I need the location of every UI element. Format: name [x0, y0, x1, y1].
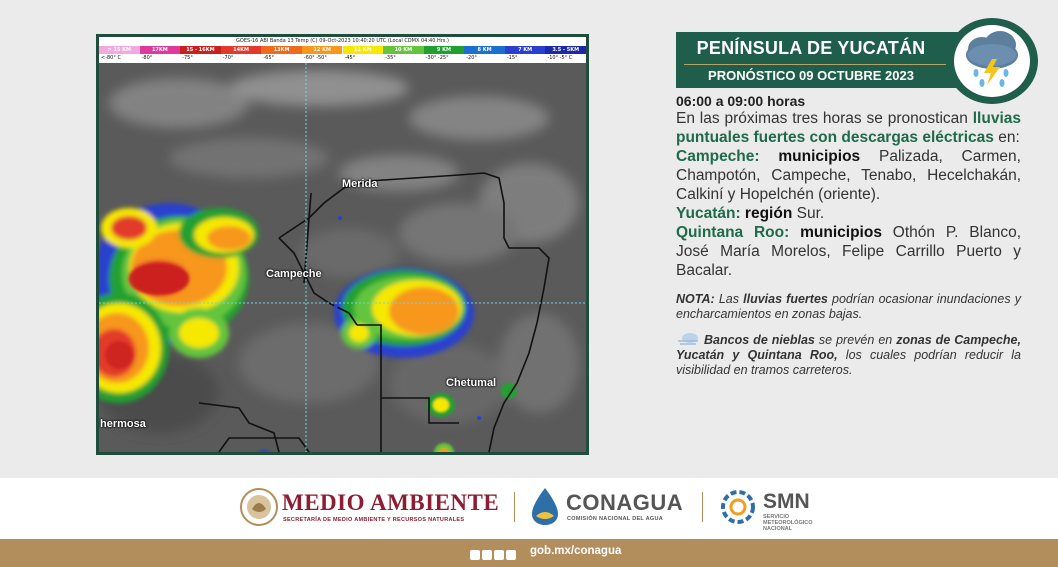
phenomenon-text: lluvias puntuales fuertes con descargas eléctricas — [676, 110, 1021, 146]
colorbar-temp: <-80° C — [101, 55, 121, 61]
colorbar-segment: 7 KM — [505, 46, 546, 54]
website-link[interactable]: gob.mx/conagua — [530, 545, 622, 557]
city-label-campeche: Campeche — [266, 268, 322, 280]
colorbar-segment: 3.5 - 5KM — [545, 46, 586, 54]
colorbar-segment: 17KM — [140, 46, 181, 54]
footer-bar — [0, 539, 1058, 567]
forecast-time: 06:00 a 09:00 horas — [676, 93, 806, 109]
title-divider — [684, 64, 946, 65]
campeche-forecast: Campeche: municipios Palizada, Carmen, Champotón, Campeche, Tenabo, Hecelchakán, Calkiní y Hopelchén (oriente). — [676, 148, 1021, 203]
quintana-roo-forecast: Quintana Roo: municipios Othón P. Blanco, José María Morelos, Felipe Carrillo Puerto y Bacalar. — [676, 224, 1021, 279]
colorbar-segment: 12 KM — [302, 46, 343, 54]
colorbar-segment: 14KM — [221, 46, 262, 54]
colorbar-temp: -10° -5° C — [547, 55, 573, 61]
note-text: NOTA: Las lluvias fuertes podrían ocasionar inundaciones y encharcamientos en zonas bajas. — [676, 292, 1021, 321]
colorbar-segment: 10 KM — [383, 46, 424, 54]
satellite-image-frame — [96, 34, 589, 455]
forecast-date: PRONÓSTICO 09 OCTUBRE 2023 — [708, 68, 914, 83]
colorbar-segment: 15 - 16KM — [180, 46, 221, 54]
colorbar-segment: > 15 KM — [99, 46, 140, 54]
medio-ambiente-logo: MEDIO AMBIENTE — [282, 490, 500, 515]
colorbar-temp: -30° -25° — [425, 55, 449, 61]
medio-ambiente-subtitle: SECRETARÍA DE MEDIO AMBIENTE Y RECURSOS NATURALES — [283, 517, 465, 523]
colorbar-segment: 9 KM — [424, 46, 465, 54]
conagua-logo: CONAGUA — [566, 490, 684, 515]
social-icons — [470, 546, 518, 560]
colorbar-temp: -45° — [344, 55, 356, 61]
forecast-intro: En las próximas tres horas se pronostican lluvias puntuales fuertes con descargas eléctricas en: — [676, 110, 1021, 146]
youtube-icon[interactable] — [494, 550, 504, 560]
colorbar-segment: 13KM — [261, 46, 302, 54]
colorbar-segment: 8 KM — [464, 46, 505, 54]
instagram-icon[interactable] — [506, 550, 516, 560]
temperature-colorbar — [99, 37, 586, 63]
colorbar-temp: -20° — [466, 55, 477, 61]
colorbar-temp: -65° — [263, 55, 274, 61]
fog-icon — [676, 332, 700, 346]
forecast-panel — [676, 92, 1021, 378]
city-label-hermosa: hermosa — [100, 418, 146, 430]
conagua-drop-icon — [528, 486, 562, 526]
yucatan-forecast: Yucatán: región Sur. — [676, 205, 825, 222]
facebook-icon[interactable] — [470, 550, 480, 560]
colorbar-temp: -60° -50° — [303, 55, 327, 61]
colorbar-temp: -35° — [385, 55, 396, 61]
smn-logo: SMN — [763, 490, 810, 513]
city-label-merida: Merida — [342, 178, 378, 190]
footer-separator — [514, 492, 515, 522]
colorbar-segment: 11 KM — [343, 46, 384, 54]
satellite-map — [99, 63, 586, 452]
fog-text: Bancos de nieblas se prevén en zonas de Campeche, Yucatán y Quintana Roo, los cuales podrían reducir la visibilidad en tramos carreteros. — [676, 333, 1021, 377]
city-label-chetumal: Chetumal — [446, 377, 497, 389]
satellite-header: GOES-16 ABI Banda 13 Temp (C) 09-Oct-2023 10:40:20 UTC (Local CDMX 04:40 Hrs.) — [236, 38, 449, 44]
smn-swirl-icon — [718, 488, 758, 526]
twitter-icon[interactable] — [482, 550, 492, 560]
colorbar-temp: -15° — [506, 55, 518, 61]
colorbar-temp: -75° — [182, 55, 193, 61]
smn-subtitle: SERVICIO METEOROLÓGICO NACIONAL — [763, 514, 813, 532]
colorbar-temp: -80° — [141, 55, 153, 61]
page-title: PENÍNSULA DE YUCATÁN — [696, 38, 926, 58]
title-banner — [676, 32, 958, 88]
mexico-seal-icon — [240, 487, 278, 527]
colorbar-temp: -70° — [222, 55, 234, 61]
satellite-image — [99, 37, 586, 452]
storm-cloud-icon — [954, 25, 1030, 97]
footer-separator — [702, 492, 703, 522]
conagua-subtitle: COMISIÓN NACIONAL DEL AGUA — [567, 516, 664, 522]
